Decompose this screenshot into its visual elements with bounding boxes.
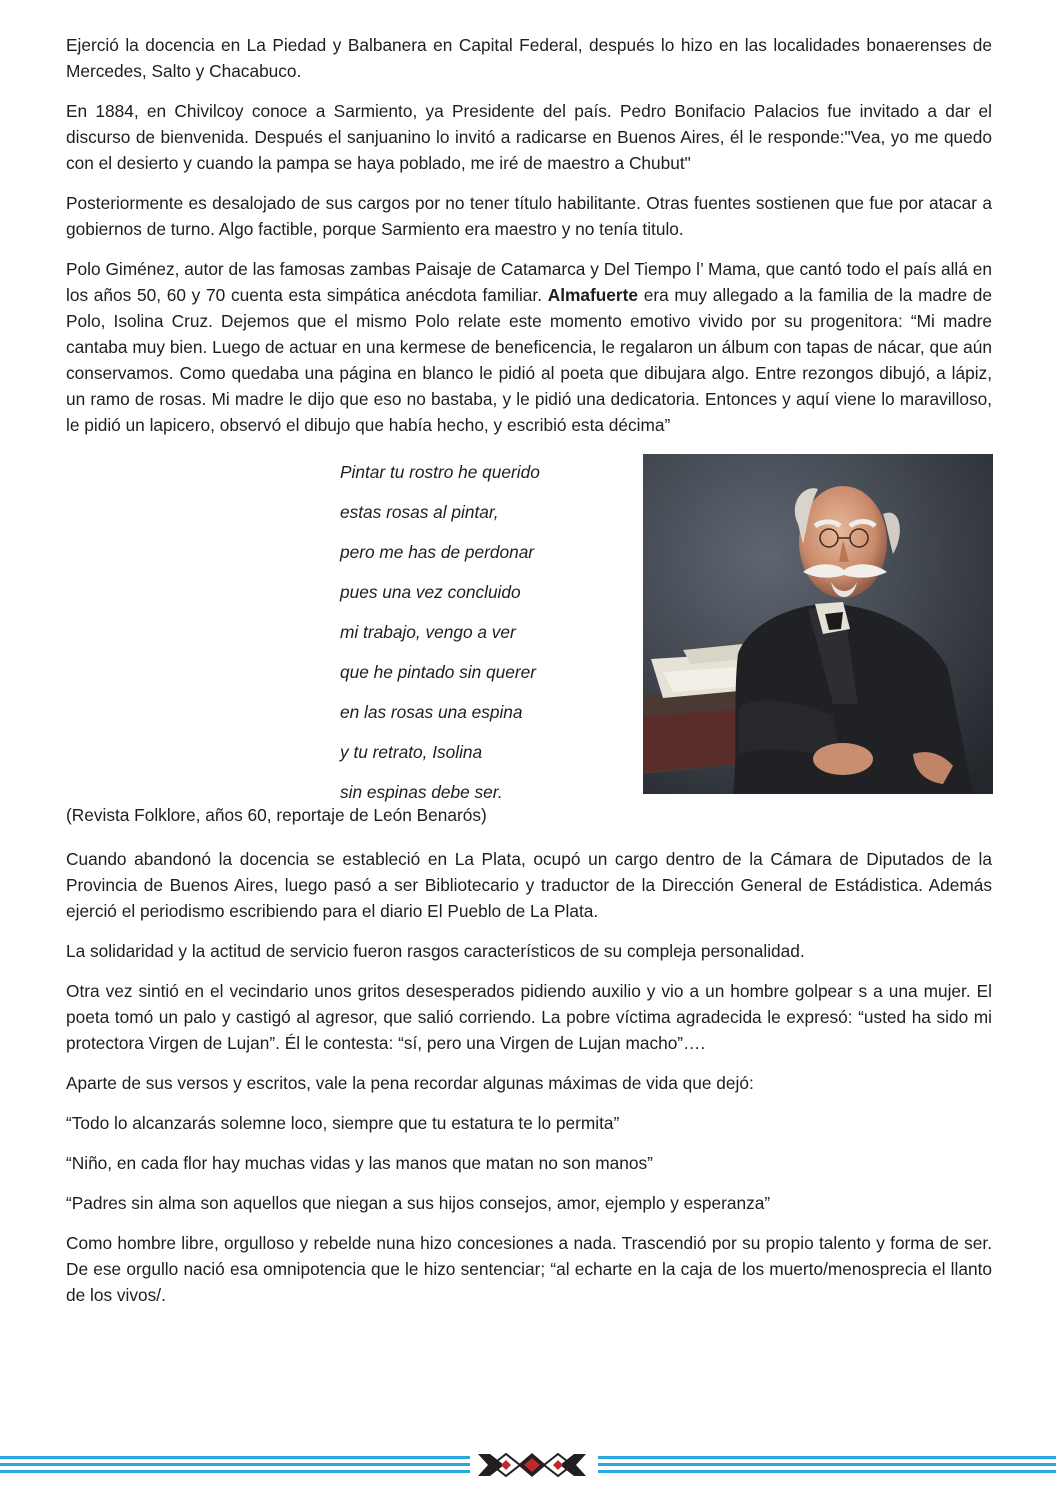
- paragraph-conclusion: Como hombre libre, orgulloso y rebelde nuna hizo concesiones a nada. Trascendió por su propio talento y forma de ser. De ese orgullo nació esa omnipotencia que le hizo sentenciar; “al echarte en la caja de los muerto/menosprecia el llanto de los vivos/.: [66, 1233, 992, 1305]
- paragraph-sarmiento: En 1884, en Chivilcoy conoce a Sarmiento, ya Presidente del país. Pedro Bonifacio Palacios fue invitado a dar el discurso de bienvenida. Después el sanjuanino lo invitó a radicarse en Buenos Aires, él le responde:"Vea, yo me quedo con el desierto y cuando la pampa se haya poblado, me iré de maestro a Chubut": [66, 101, 992, 173]
- almafuerte-name: Almafuerte: [547, 285, 638, 305]
- poem-line: sin espinas debe ser.: [340, 782, 503, 802]
- poem-section: [66, 452, 992, 802]
- poem-line: que he pintado sin querer: [340, 662, 537, 682]
- article-body: [66, 32, 992, 1322]
- paragraph-la-plata: Cuando abandonó la docencia se estableció en La Plata, ocupó un cargo dentro de la Cámara de Diputados de la Provincia de Buenos Aires, luego pasó a ser Bibliotecario y traductor de la Dirección General de Estádistica. Además ejerció el periodismo escribiendo para el diario El Pueblo de La Plata.: [66, 849, 992, 921]
- poem-line: Pintar tu rostro he querido: [340, 462, 540, 482]
- anecdota-text-start: Polo Giménez, autor de las famosas zambas Paisaje de Catamarca y Del Tiempo l’ Mama, que cantó todo el país allá en los años 50, 60 y 70 cuenta esta simpática anécdota familiar.: [66, 259, 992, 305]
- anecdota-text-end: era muy allegado a la familia de la madre de Polo, Isolina Cruz. Dejemos que el mismo Polo relate este momento emotivo vivido por su progenitora: “Mi madre cantaba muy bien. Luego de actuar en una kermese de beneficencia, le regalaron un álbum con tapas de nácar, que aún conservamos. Como quedaba una página en blanco le pidió al poeta que dibujara algo. Entre rezongos dibujó, a lápiz, un ramo de rosas. Mi madre le dijo que eso no bastaba, y le pidió una dedicatoria. Entonces y aquí viene lo maravilloso, le pidió un lapicero, observó el dibujo que había hecho, y escribió esta décima”: [66, 285, 992, 435]
- paragraph-maximas-intro: Aparte de sus versos y escritos, vale la pena recordar algunas máximas de vida que dejó:: [66, 1073, 754, 1093]
- maxim-quote: “Niño, en cada flor hay muchas vidas y las manos que matan no son manos”: [66, 1153, 653, 1173]
- almafuerte-portrait-image: [643, 454, 993, 794]
- maxim-quote: “Padres sin alma son aquellos que niegan a sus hijos consejos, amor, ejemplo y esperanza”: [66, 1193, 771, 1213]
- poem-line: y tu retrato, Isolina: [340, 742, 483, 762]
- footer-border-icon: [0, 1452, 1056, 1478]
- decima-poem: [340, 452, 540, 812]
- paragraph-docencia: Ejerció la docencia en La Piedad y Balbanera en Capital Federal, después lo hizo en las localidades bonaerenses de Mercedes, Salto y Chacabuco.: [66, 35, 992, 81]
- paragraph-desalojado: Posteriormente es desalojado de sus cargos por no tener título habilitante. Otras fuentes sostienen que fue por atacar a gobiernos de turno. Algo factible, porque Sarmiento era maestro y no tenía titulo.: [66, 193, 992, 239]
- paragraph-virgen-de-lujan: Otra vez sintió en el vecindario unos gritos desesperados pidiendo auxilio y vio a un hombre golpear s a una mujer. El poeta tomó un palo y castigó al agresor, que salió corriendo. La pobre víctima agradecida le expresó: “usted ha sido mi protectora Virgen de Lujan”. Él le contesta: “sí, pero una Virgen de Lujan macho”….: [66, 981, 992, 1053]
- poem-source-citation: (Revista Folklore, años 60, reportaje de León Benarós): [66, 805, 487, 825]
- poem-line: estas rosas al pintar,: [340, 502, 499, 522]
- paragraph-anecdota: [66, 256, 992, 438]
- page-footer-ornament: [0, 1452, 1056, 1478]
- poem-line: pero me has de perdonar: [340, 542, 535, 562]
- poem-line: pues una vez concluido: [340, 582, 521, 602]
- poem-line: en las rosas una espina: [340, 702, 523, 722]
- paragraph-solidaridad: La solidaridad y la actitud de servicio fueron rasgos característicos de su compleja personalidad.: [66, 941, 805, 961]
- poem-line: mi trabajo, vengo a ver: [340, 622, 516, 642]
- maxim-quote: “Todo lo alcanzarás solemne loco, siempre que tu estatura te lo permita”: [66, 1113, 620, 1133]
